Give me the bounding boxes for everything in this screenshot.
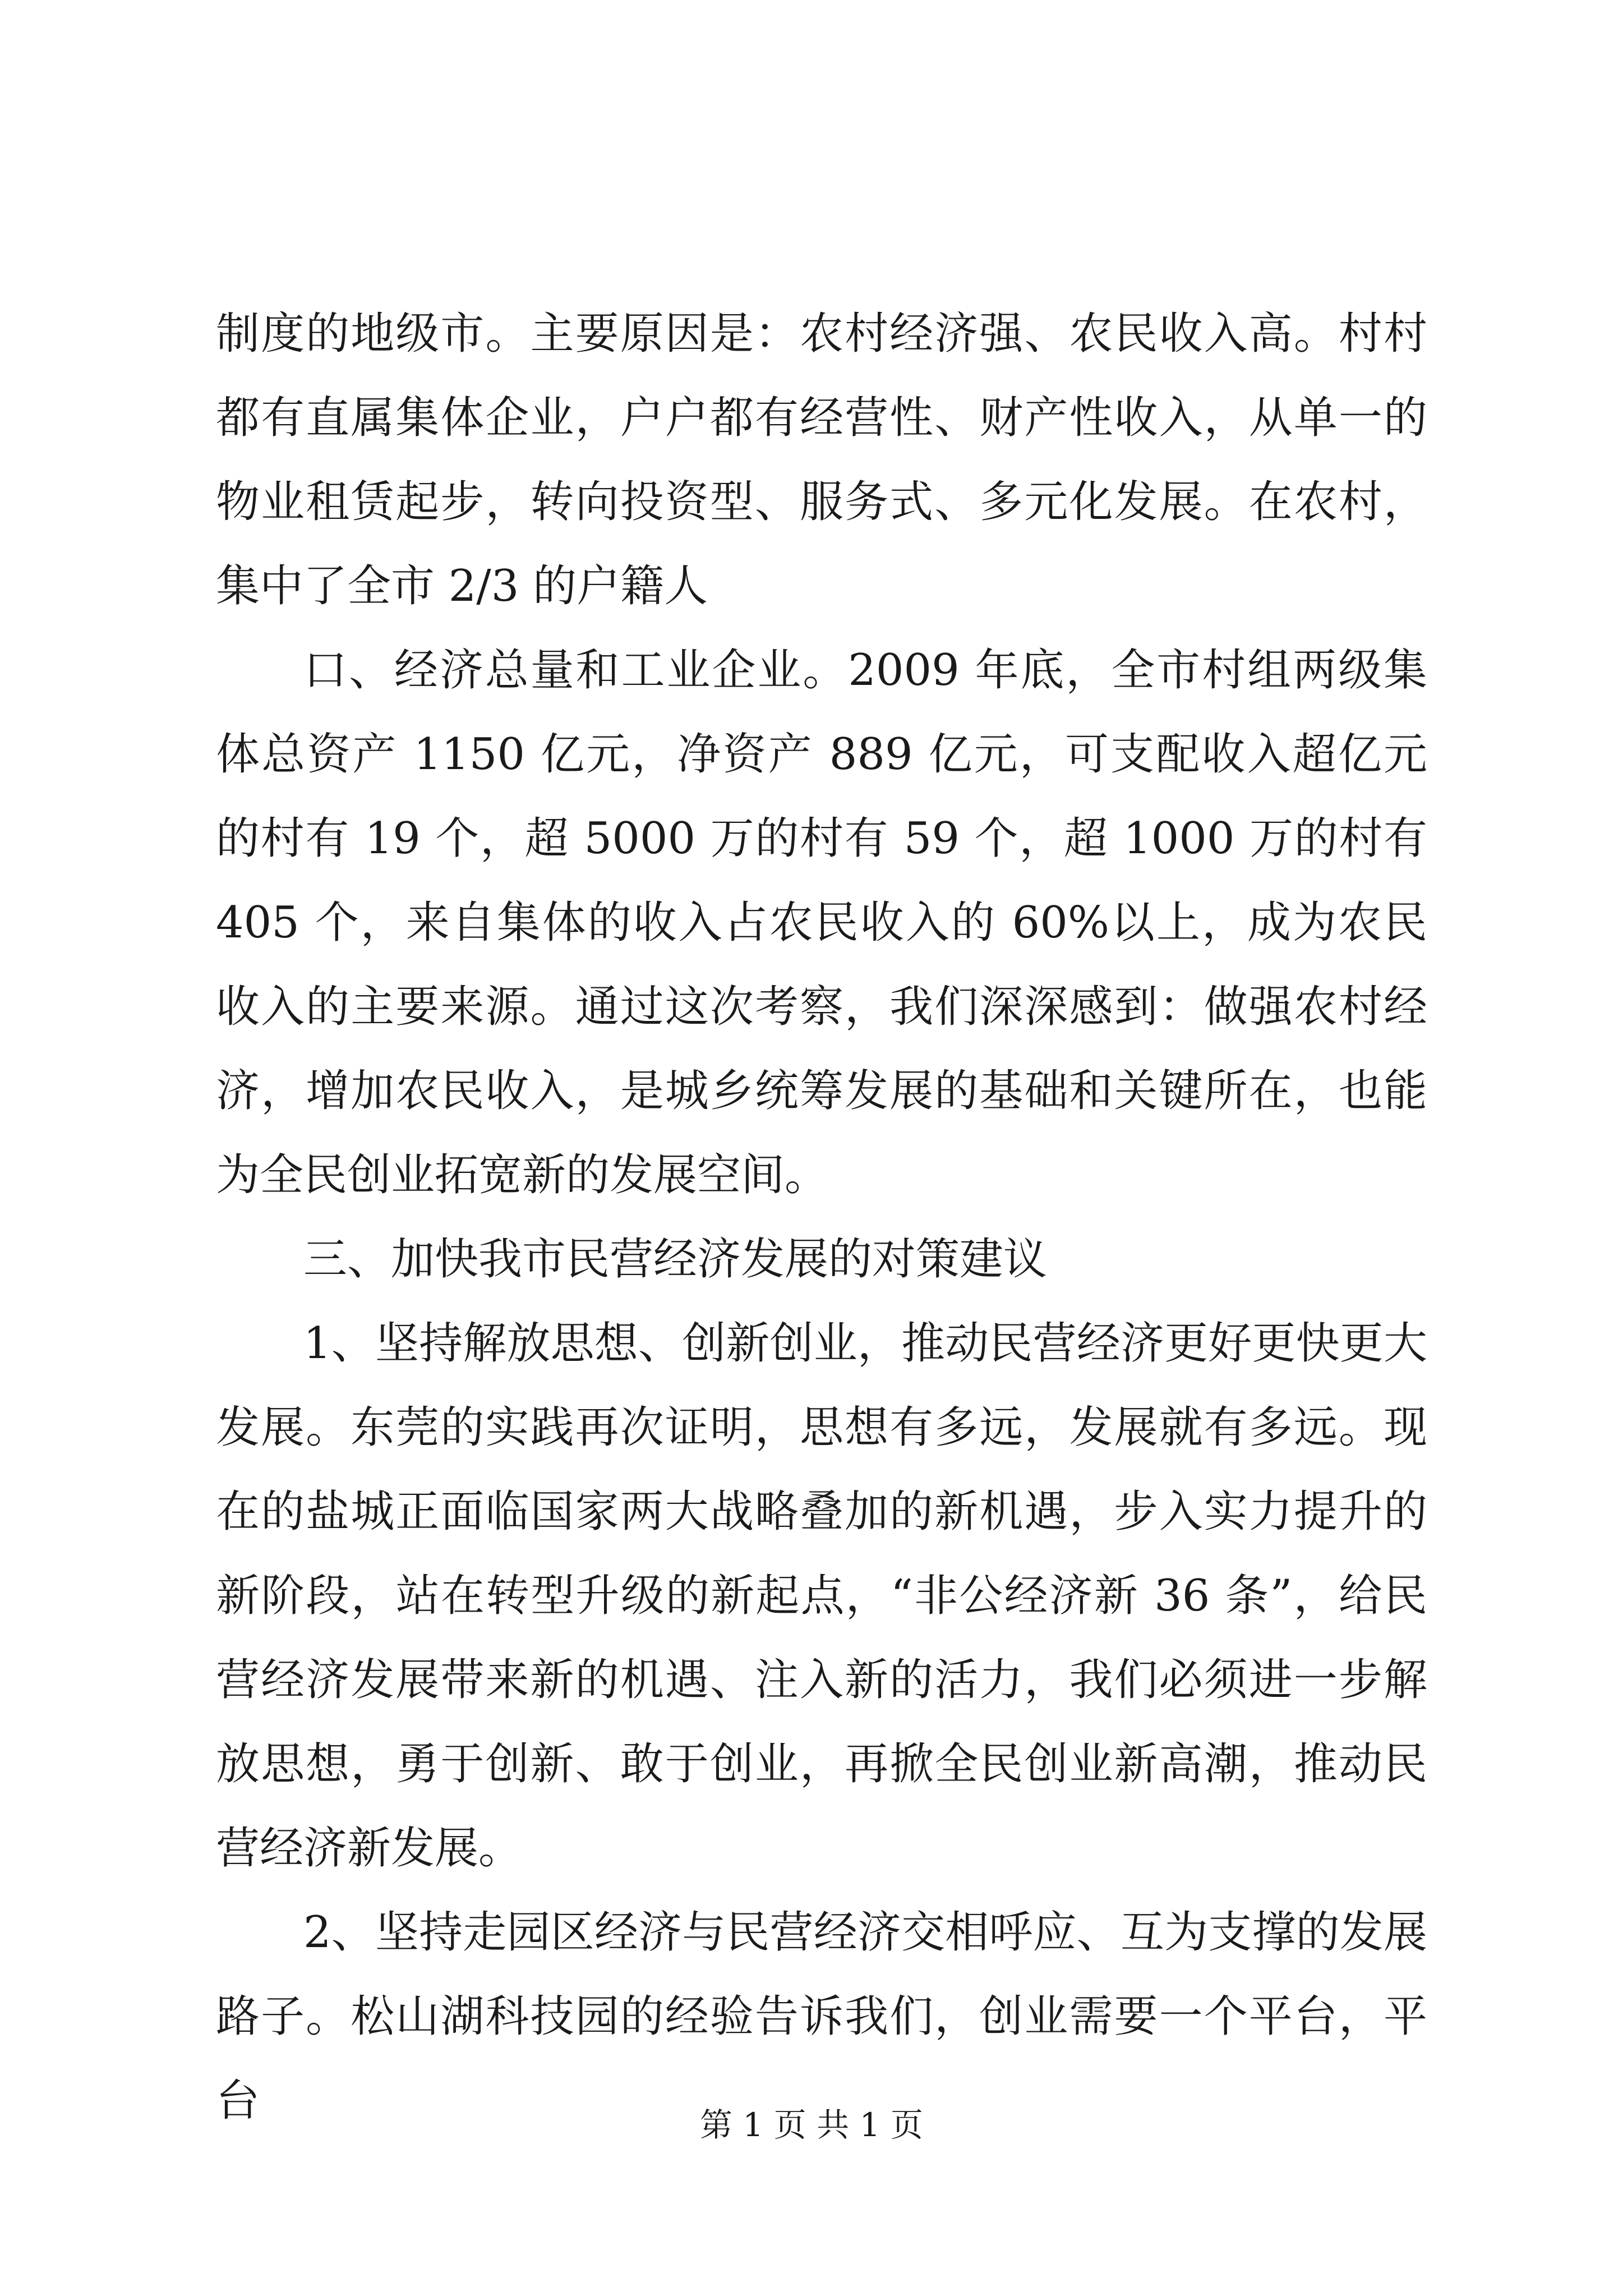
document-body	[216, 292, 1427, 2143]
paragraph-3: 1、坚持解放思想、创新创业，推动民营经济更好更快更大发展。东莞的实践再次证明，思想有多远，发展就有多远。现在的盐城正面临国家两大战略叠加的新机遇，步入实力提升的新阶段，站在转型升级的新起点，“非公经济新 36 条”，给民营经济发展带来新的机遇、注入新的活力，我们必须进一步解放思想，勇于创新、敢于创业，再掀全民创业新高潮，推动民营经济新发展。	[216, 1318, 1427, 1874]
page-footer: 第 1 页 共 1 页	[700, 2106, 923, 2144]
paragraph-4: 2、坚持走园区经济与民营经济交相呼应、互为支撑的发展路子。松山湖科技园的经验告诉我们，创业需要一个平台，平台	[216, 1907, 1427, 2126]
section-heading: 三、加快我市民营经济发展的对策建议	[303, 1234, 1048, 1285]
paragraph-2: 口、经济总量和工业企业。2009 年底，全市村组两级集体总资产 1150 亿元，净资产 889 亿元，可支配收入超亿元的村有 19 个，超 5000 万的村有 59 个，超 1000 万的村有 405 个，来自集体的收入占农民收入的 60%以上，成为农民收入的主要来源。通过这次考察，我们深深感到：做强农村经济，增加农民收入，是城乡统筹发展的基础和关键所在，也能为全民创业拓宽新的发展空间。	[216, 645, 1427, 1200]
paragraph-1: 制度的地级市。主要原因是：农村经济强、农民收入高。村村都有直属集体企业，户户都有经营性、财产性收入，从单一的物业租赁起步，转向投资型、服务式、多元化发展。在农村，集中了全市 2/3 的户籍人	[216, 309, 1427, 611]
